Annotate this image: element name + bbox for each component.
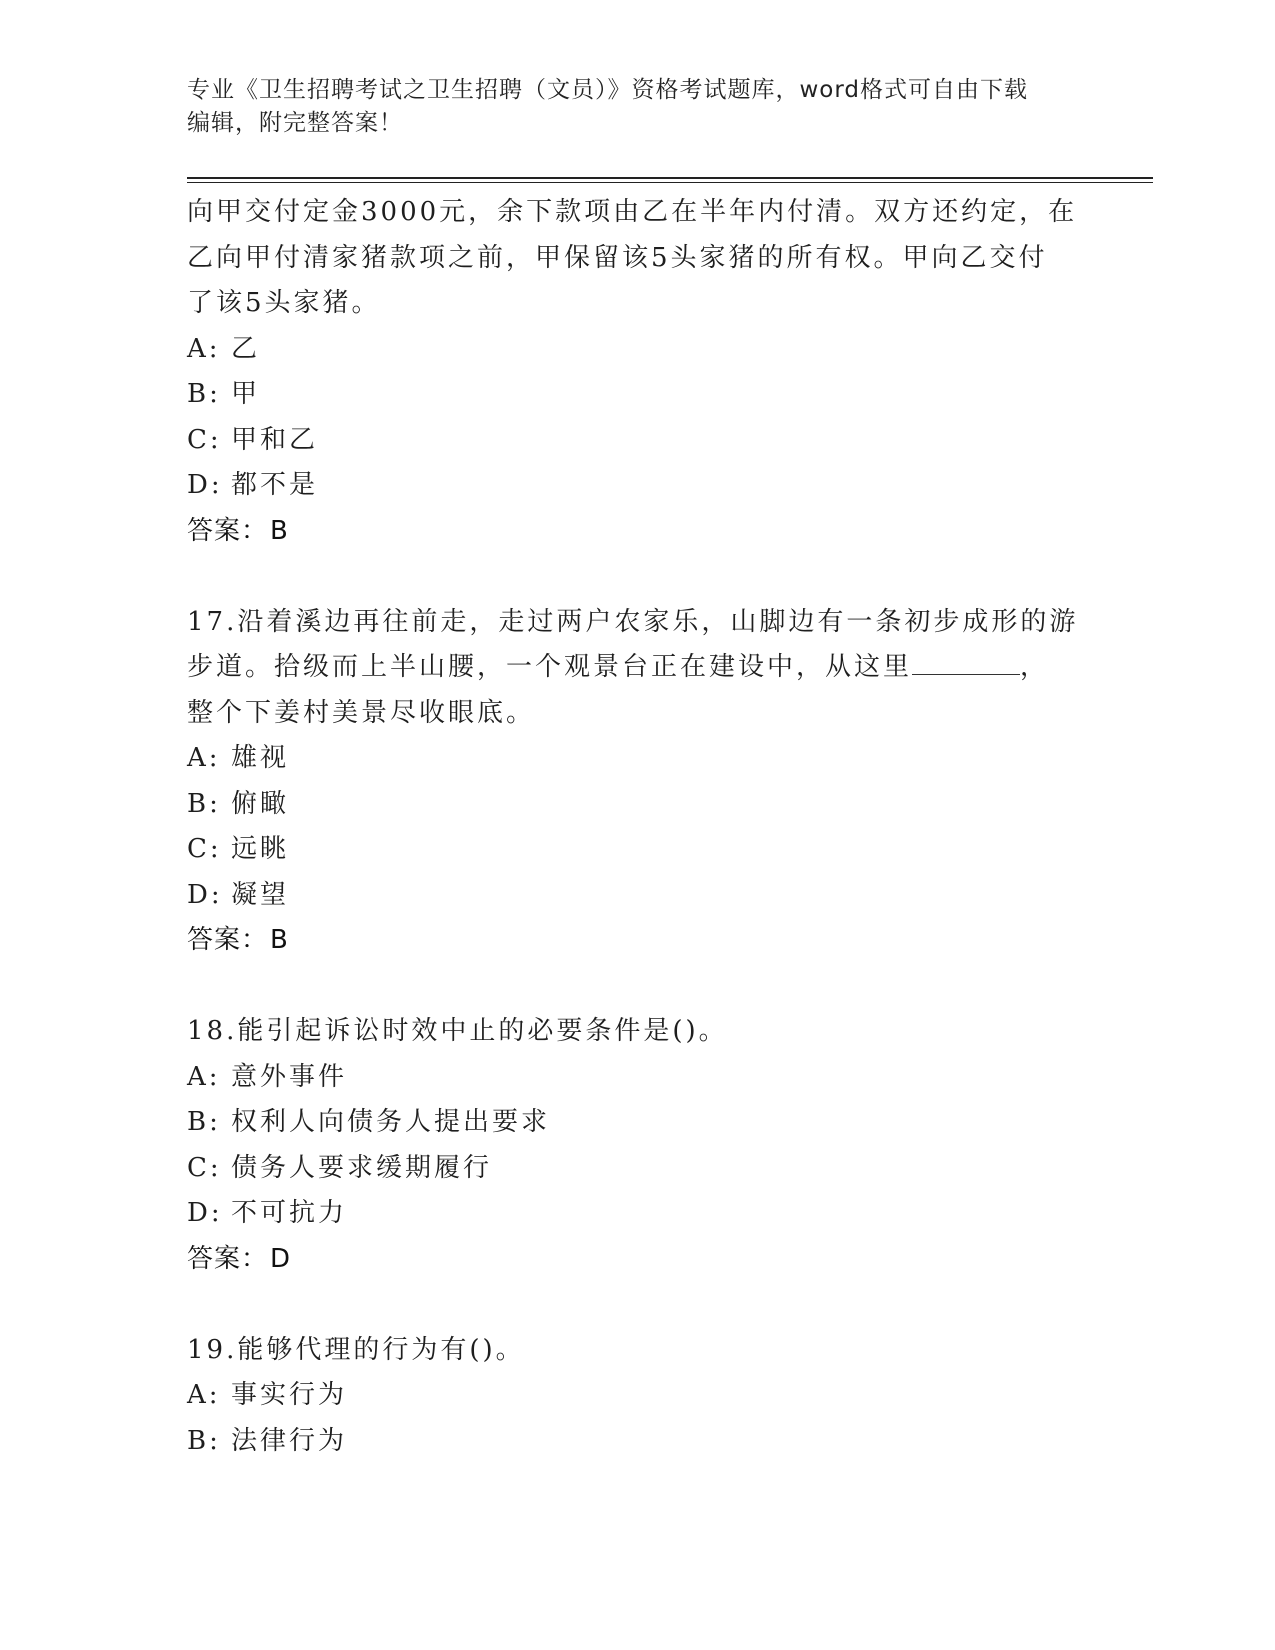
option-c [187,1146,1087,1192]
option-d [187,873,1087,919]
option-c [187,827,1087,873]
option-letter: C: [187,1152,222,1183]
option-letter: D: [187,879,223,910]
question-spacer [187,964,1087,1010]
question-spacer [187,1282,1087,1328]
continued-question [187,190,1087,554]
header-line-1: 专业《卫生招聘考试之卫生招聘（文员）》资格考试题库，word格式可自由下载 [187,77,1029,103]
stem-text: 步道。拾级而上半山腰，一个观景台正在建设中，从这里 [187,652,913,682]
option-text: 凝望 [231,879,290,910]
option-letter: B: [187,1107,221,1137]
header-divider-thick [187,177,1153,179]
option-text: 权利人向债务人提出要求 [231,1107,551,1137]
option-letter: C: [187,424,222,455]
option-b [187,1100,1087,1146]
option-letter: A: [187,333,221,364]
question-stem-line: 19.能够代理的行为有()。 [187,1334,525,1365]
question-stem-line: 乙向甲付清家猪款项之前，甲保留该5头家猪的所有权。甲向乙交付 [187,242,1048,273]
option-text: 事实行为 [231,1380,348,1410]
option-text: 甲和乙 [231,424,319,455]
option-text: 俯瞰 [231,788,290,819]
question-stem-line [187,645,1087,691]
answer-line [187,1237,1087,1283]
option-b [187,1419,1087,1465]
question-stem-line: 向甲交付定金3000元，余下款项由乙在半年内付清。双方还约定，在 [187,197,1078,227]
question-19 [187,1328,1087,1465]
question-18 [187,1009,1087,1282]
option-text: 远眺 [231,834,290,864]
answer-line [187,918,1087,964]
option-b [187,372,1087,418]
answer-value: B [270,925,289,955]
question-stem-line: 整个下姜村美景尽收眼底。 [187,697,536,728]
option-b [187,782,1087,828]
option-letter: A: [187,1380,221,1410]
option-letter: D: [187,470,223,500]
option-text: 债务人要求缓期履行 [231,1152,493,1183]
option-a [187,1055,1087,1101]
option-letter: D: [187,1198,223,1228]
header-divider-thin [187,182,1153,183]
question-spacer [187,554,1087,600]
option-letter: B: [187,379,221,409]
header-line-2: 编辑，附完整答案！ [187,110,403,136]
option-text: 意外事件 [231,1061,348,1092]
option-d [187,1191,1087,1237]
answer-label: 答案： [187,515,269,546]
answer-label: 答案： [187,1243,269,1274]
question-content [187,190,1087,1464]
answer-line [187,509,1087,555]
answer-value: B [270,515,289,546]
option-d [187,463,1087,509]
option-text: 甲 [231,379,261,409]
option-letter: A: [187,1061,221,1092]
option-a [187,1373,1087,1419]
question-stem-line: 18.能引起诉讼时效中止的必要条件是()。 [187,1016,728,1046]
option-letter: C: [187,834,222,864]
option-letter: B: [187,788,221,819]
stem-text: ， [1020,652,1050,682]
question-17 [187,600,1087,964]
option-a [187,327,1087,373]
option-text: 都不是 [231,470,319,500]
option-text: 雄视 [231,743,290,773]
question-stem-line: 了该5头家猪。 [187,288,381,318]
answer-label: 答案： [187,925,269,955]
option-c [187,418,1087,464]
option-letter: B: [187,1425,221,1456]
option-a [187,736,1087,782]
option-text: 法律行为 [231,1425,348,1456]
fill-in-blank [912,652,1020,675]
option-text: 乙 [231,333,261,364]
option-letter: A: [187,743,221,773]
question-stem-line: 17.沿着溪边再往前走，走过两户农家乐，山脚边有一条初步成形的游 [187,606,1079,637]
document-header [187,74,1087,140]
option-text: 不可抗力 [231,1198,348,1228]
answer-value: D [270,1243,292,1274]
